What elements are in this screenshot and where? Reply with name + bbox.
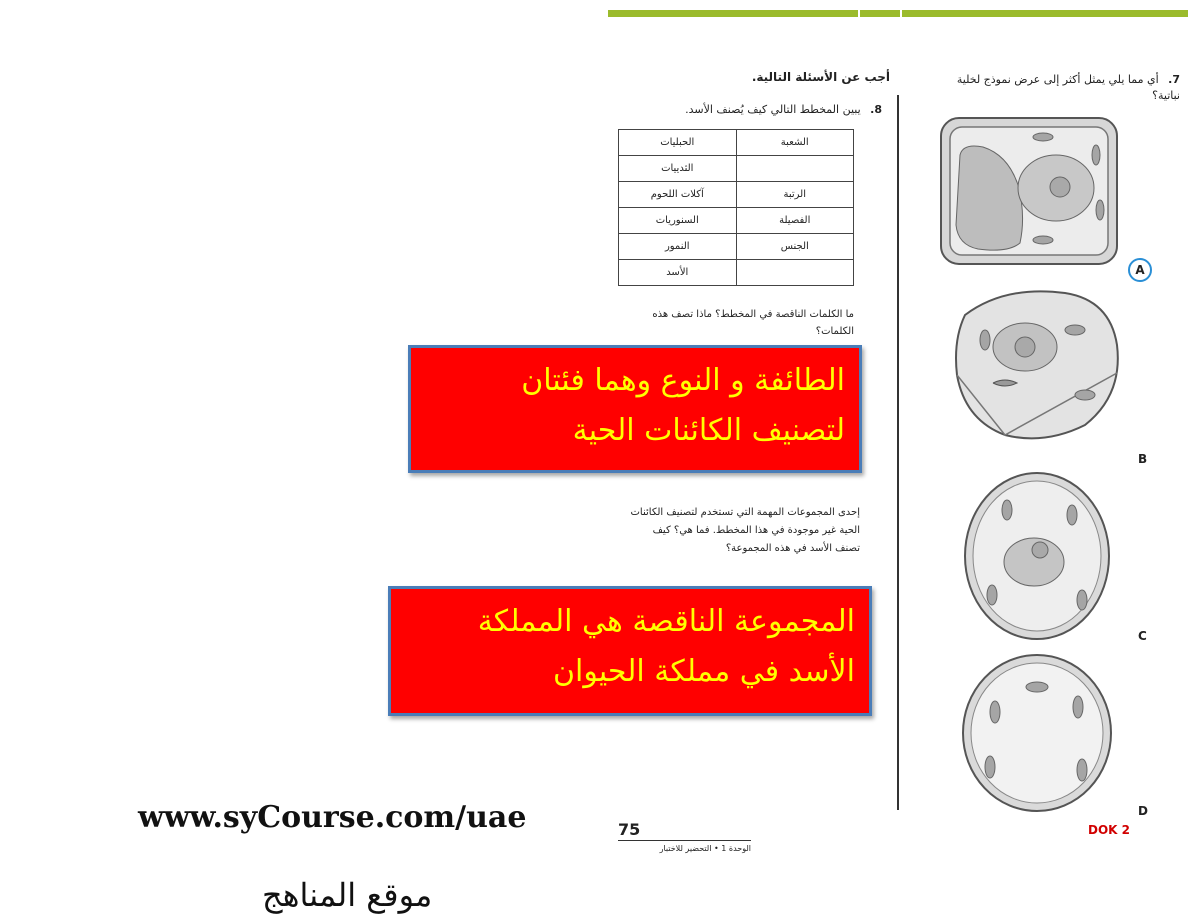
table-row [619, 234, 854, 260]
table-row [619, 130, 854, 156]
table-cell: الأسد [619, 260, 737, 286]
table-cell: الجنس [736, 234, 854, 260]
answer-2-line-2: الأسد في مملكة الحيوان [552, 654, 855, 689]
option-d-label: D [1138, 804, 1148, 818]
top-accent-bar [608, 10, 1188, 17]
table-row [619, 260, 854, 286]
answer-box-1 [408, 345, 862, 473]
table-cell: السنوريات [619, 208, 737, 234]
top-bar-divider [858, 10, 860, 17]
table-cell: آكلات اللحوم [619, 182, 737, 208]
question-8 [620, 103, 882, 116]
column-divider [897, 95, 899, 810]
plant-cell-a-illustration [938, 115, 1120, 267]
top-bar-divider [900, 10, 902, 17]
answer-1-line-2: لتصنيف الكائنات الحية [572, 413, 845, 448]
classification-table [618, 129, 854, 286]
question-7-number: 7. [1168, 73, 1180, 86]
option-b-label: B [1138, 452, 1148, 466]
footer-divider [618, 840, 751, 841]
table-row [619, 156, 854, 182]
cell-c-illustration [962, 470, 1112, 642]
table-cell: النمور [619, 234, 737, 260]
table-cell: الشعبة [736, 130, 854, 156]
option-a-marker: A [1128, 258, 1152, 282]
site-name-watermark: موقع المناهج [262, 876, 433, 914]
dok-level: DOK 2 [1088, 823, 1130, 837]
table-cell: الحبليات [619, 130, 737, 156]
table-cell: الرتبة [736, 182, 854, 208]
table-cell [736, 260, 854, 286]
footer-unit-text: الوحدة 1 • التحضير للاختبار [659, 844, 751, 853]
question-8-text: يبين المخطط التالي كيف يُصنف الأسد. [685, 103, 861, 116]
animal-cell-b-illustration [945, 285, 1125, 445]
sub-question-1: ما الكلمات الناقصة في المخطط؟ ماذا تصف هذه الكلمات؟ [652, 309, 854, 337]
question-7-text: أي مما يلي يمثل أكثر إلى عرض نموذج لخلية نباتية؟ [956, 73, 1180, 102]
answer-1-line-1: الطائفة و النوع وهما فئتان [521, 363, 845, 398]
table-cell [736, 156, 854, 182]
table-row [619, 182, 854, 208]
table-row [619, 208, 854, 234]
table-cell: الفصيلة [736, 208, 854, 234]
answer-box-2 [388, 586, 872, 716]
section-heading: أجب عن الأسئلة التالية. [751, 70, 890, 84]
option-c-label: C [1138, 629, 1147, 643]
question-8-number: 8. [870, 103, 882, 116]
answer-2-line-1: المجموعة الناقصة هي المملكة [477, 604, 855, 639]
website-watermark: www.syCourse.com/uae [138, 800, 527, 835]
question-7 [930, 72, 1180, 104]
cell-d-illustration [960, 652, 1114, 814]
page-number: 75 [618, 820, 641, 839]
sub-question-2: إحدى المجموعات المهمة التي تستخدم لتصنيف الكائنات الحية غير موجودة في هذا المخطط. فما هي؟ كيف تصنف الأسد في هذه المجموعة؟ [630, 507, 860, 554]
table-cell: الثدييات [619, 156, 737, 182]
